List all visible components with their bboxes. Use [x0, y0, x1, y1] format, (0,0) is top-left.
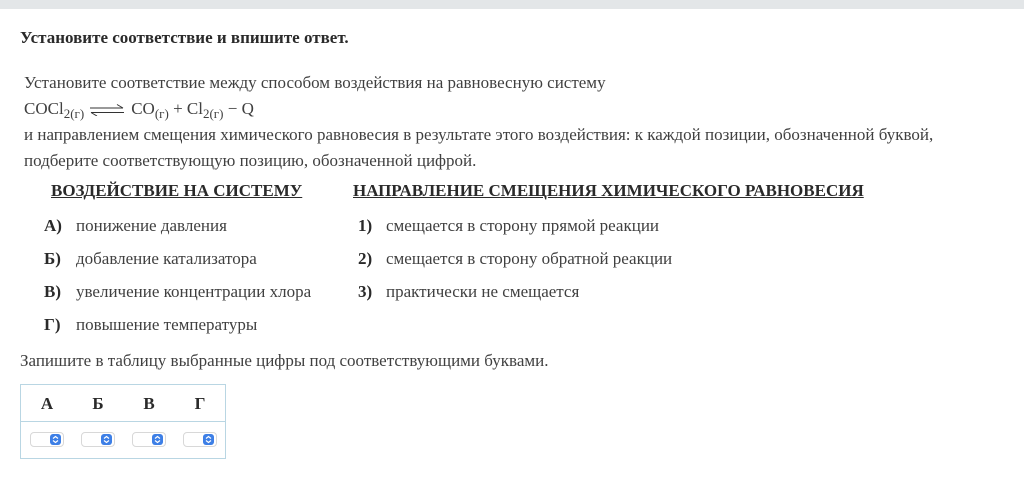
reactant: COCl [24, 99, 64, 118]
reactant-subscript: 2(г) [63, 106, 85, 121]
answer-table [20, 384, 226, 459]
option-text: добавление катализатора [76, 249, 257, 268]
heat-q: Q [241, 99, 254, 118]
answer-table-header [21, 385, 225, 422]
answer-select-b[interactable] [81, 432, 115, 447]
option-key: Г) [44, 315, 61, 334]
intro-line-4: подберите соответствующую позицию, обозначенной цифрой. [24, 151, 477, 170]
minus-sign: − [227, 99, 238, 118]
option-a [44, 216, 227, 236]
select-arrows-icon [101, 434, 112, 445]
reaction-formula [24, 96, 933, 122]
option-key: Б) [44, 249, 61, 268]
task-heading: Установите соответствие и впишите ответ. [20, 28, 349, 47]
option-key: 2) [358, 249, 373, 268]
header-b: Б [92, 394, 104, 413]
intro-line-3: и направлением смещения химического равновесия в результате этого воздействия: к каждой позиции, обозначенной буквой, [24, 125, 934, 144]
option-text: понижение давления [76, 216, 227, 235]
option-text: практически не смещается [386, 282, 580, 301]
product-1-subscript: (г) [154, 106, 169, 121]
option-key: 3) [358, 282, 373, 301]
select-arrows-icon [152, 434, 163, 445]
left-column-title: ВОЗДЕЙСТВИЕ НА СИСТЕМУ [51, 181, 303, 200]
answer-instruction: Запишите в таблицу выбранные цифры под соответствующими буквами. [20, 351, 549, 370]
option-text: увеличение концентрации хлора [76, 282, 312, 301]
answer-select-v[interactable] [132, 432, 166, 447]
option-text: смещается в сторону прямой реакции [386, 216, 660, 235]
header-g: Г [194, 394, 206, 413]
option-1 [358, 216, 659, 236]
option-3 [358, 282, 579, 302]
equilibrium-arrows-icon [89, 104, 125, 116]
answer-select-a[interactable] [30, 432, 64, 447]
option-g [44, 315, 257, 335]
header-v: В [143, 394, 155, 413]
header-a: А [40, 394, 54, 413]
top-bar [0, 0, 1024, 9]
option-text: повышение температуры [76, 315, 258, 334]
option-key: В) [44, 282, 61, 301]
product-2: + Cl [173, 99, 203, 118]
intro-line-1: Установите соответствие между способом воздействия на равновесную систему [24, 73, 606, 92]
answer-select-g[interactable] [183, 432, 217, 447]
option-text: смещается в сторону обратной реакции [386, 249, 673, 268]
product-2-subscript: 2(г) [202, 106, 224, 121]
option-key: А) [44, 216, 62, 235]
option-v [44, 282, 311, 302]
right-column-title: НАПРАВЛЕНИЕ СМЕЩЕНИЯ ХИМИЧЕСКОГО РАВНОВЕСИЯ [353, 181, 864, 200]
select-arrows-icon [203, 434, 214, 445]
product-1: CO [131, 99, 155, 118]
option-2 [358, 249, 672, 269]
option-b [44, 249, 257, 269]
option-key: 1) [358, 216, 373, 235]
select-arrows-icon [50, 434, 61, 445]
task-intro [24, 70, 933, 174]
